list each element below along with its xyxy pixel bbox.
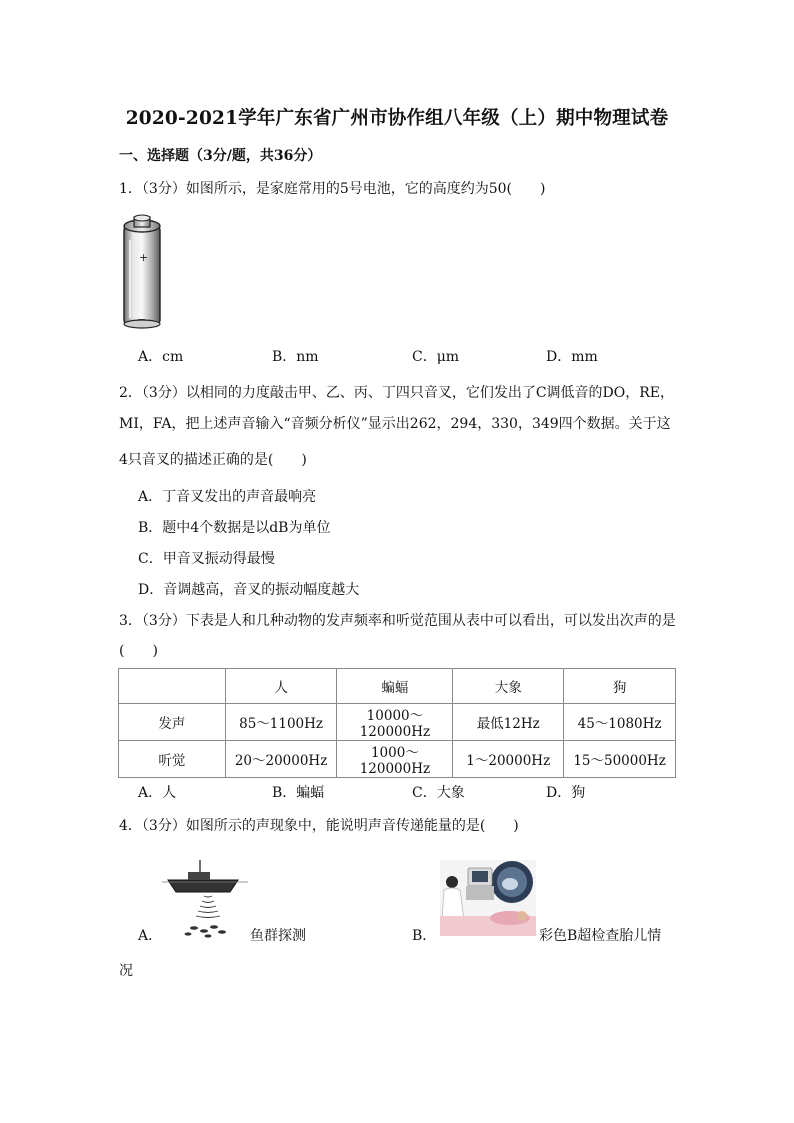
table-cell: 发声: [119, 704, 226, 741]
option-d[interactable]: D．狗: [546, 785, 586, 801]
question-3-options: [138, 782, 698, 802]
question-4-option-a-caption: 鱼群探测: [250, 928, 306, 944]
battery-figure: [118, 214, 166, 330]
ultrasound-illustration: [440, 860, 536, 936]
table-header-cell: [119, 669, 226, 704]
question-4-stem: 4．（3分）如图所示的声现象中，能说明声音传递能量的是( ): [119, 818, 519, 834]
question-2-line2: MI，FA，把上述声音输入“音频分析仪”显示出262，294，330，349四个数据。关于这: [119, 416, 671, 432]
question-1-stem: 1．（3分）如图所示，是家庭常用的5号电池，它的高度约为50( ): [119, 181, 546, 197]
question-2-option-a[interactable]: A．丁音叉发出的声音最响亮: [138, 489, 317, 505]
table-header-cell: 人: [225, 669, 337, 704]
table-cell: 1000～120000Hz: [337, 741, 453, 778]
option-a[interactable]: A．人: [138, 785, 177, 801]
question-2-option-c[interactable]: C．甲音叉振动得最慢: [138, 551, 275, 567]
table-header-row: [119, 669, 676, 704]
table-cell: 10000～120000Hz: [337, 704, 453, 741]
option-b[interactable]: B．蝙蝠: [272, 785, 325, 801]
question-4-option-b-caption-wrap: 况: [119, 963, 133, 979]
table-cell: 1～20000Hz: [453, 741, 564, 778]
table-row: [119, 741, 676, 778]
table-cell: 45～1080Hz: [564, 704, 676, 741]
option-a[interactable]: A．cm: [138, 349, 184, 365]
question-4-option-b-label[interactable]: B．: [412, 928, 437, 944]
option-c[interactable]: C．μm: [412, 349, 460, 365]
exam-title: 2020-2021学年广东省广州市协作组八年级（上）期中物理试卷: [125, 108, 669, 129]
table-cell: 听觉: [119, 741, 226, 778]
sonar-ship-illustration: [160, 858, 250, 942]
question-4-option-b-caption: 彩色B超检查胎儿情: [539, 928, 662, 944]
battery-plus-label: +: [139, 251, 149, 264]
table-row: [119, 704, 676, 741]
question-3-line2: ( ): [119, 643, 158, 659]
table-header-cell: 大象: [453, 669, 564, 704]
battery-minus-label: −: [137, 313, 147, 326]
table-cell: 最低12Hz: [453, 704, 564, 741]
question-2-option-b[interactable]: B．题中4个数据是以dB为单位: [138, 520, 331, 536]
question-1-options: [138, 346, 698, 366]
table-cell: 85～1100Hz: [225, 704, 337, 741]
question-4-option-a-label[interactable]: A．: [138, 928, 163, 944]
option-b[interactable]: B．nm: [272, 349, 319, 365]
question-2-option-d[interactable]: D．音调越高，音叉的振动幅度越大: [138, 582, 360, 598]
table-header-cell: 狗: [564, 669, 676, 704]
table-header-cell: 蝙蝠: [337, 669, 453, 704]
option-c[interactable]: C．大象: [412, 785, 465, 801]
frequency-table: [118, 668, 676, 778]
table-cell: 20～20000Hz: [225, 741, 337, 778]
option-d[interactable]: D．mm: [546, 349, 598, 365]
table-cell: 15～50000Hz: [564, 741, 676, 778]
section-heading: 一、选择题（3分/题，共36分）: [119, 148, 322, 164]
question-2-line3: 4只音叉的描述正确的是( ): [119, 452, 307, 468]
question-3-line1: 3．（3分）下表是人和几种动物的发声频率和听觉范围从表中可以看出，可以发出次声的是: [119, 613, 676, 629]
question-2-line1: 2．（3分）以相同的力度敲击甲、乙、丙、丁四只音叉，它们发出了C调低音的DO，RE，: [119, 385, 674, 401]
